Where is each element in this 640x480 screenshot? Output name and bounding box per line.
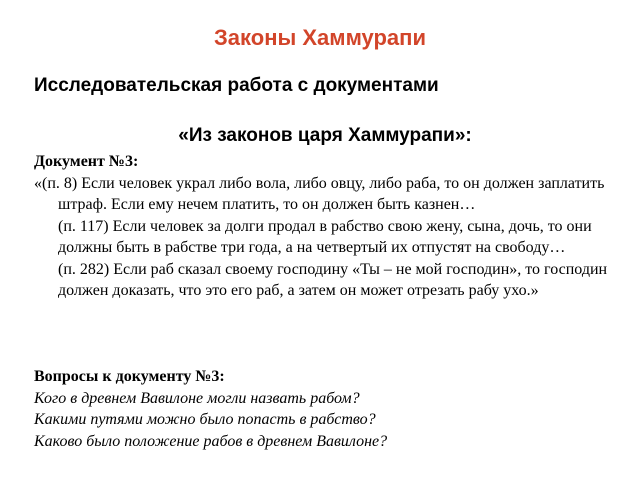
- document-source-heading: «Из законов царя Хаммурапи»:: [178, 125, 472, 146]
- question-item: Каково было положение рабов в древнем Вавилоне?: [34, 432, 388, 450]
- law-paragraph-8: «(п. 8) Если человек украл либо вола, либо овцу, либо раба, то он должен заплатить штраф. Если ему нечем платить, то он должен быть казнен…: [34, 174, 605, 213]
- slide-subtitle: Исследовательская работа с документами: [34, 75, 439, 96]
- document-text: [34, 151, 614, 302]
- law-paragraph-282: (п. 282) Если раб сказал своему господину «Ты – не мой господин», то господин должен доказать, что это его раб, а затем он может отрезать рабу ухо.»: [58, 260, 608, 299]
- law-paragraph-117: (п. 117) Если человек за долги продал в рабство свою жену, сына, дочь, то они должны быть в рабстве три года, а на четвертый их отпустят на свободу…: [58, 217, 592, 256]
- question-item: Кого в древнем Вавилоне могли назвать рабом?: [34, 389, 360, 407]
- slide-title: Законы Хаммурапи: [214, 25, 426, 50]
- questions-section: [34, 366, 614, 452]
- question-item: Какими путями можно было попасть в рабство?: [34, 411, 376, 428]
- questions-heading: Вопросы к документу №3:: [34, 368, 225, 385]
- document-label: Документ №3:: [34, 153, 139, 170]
